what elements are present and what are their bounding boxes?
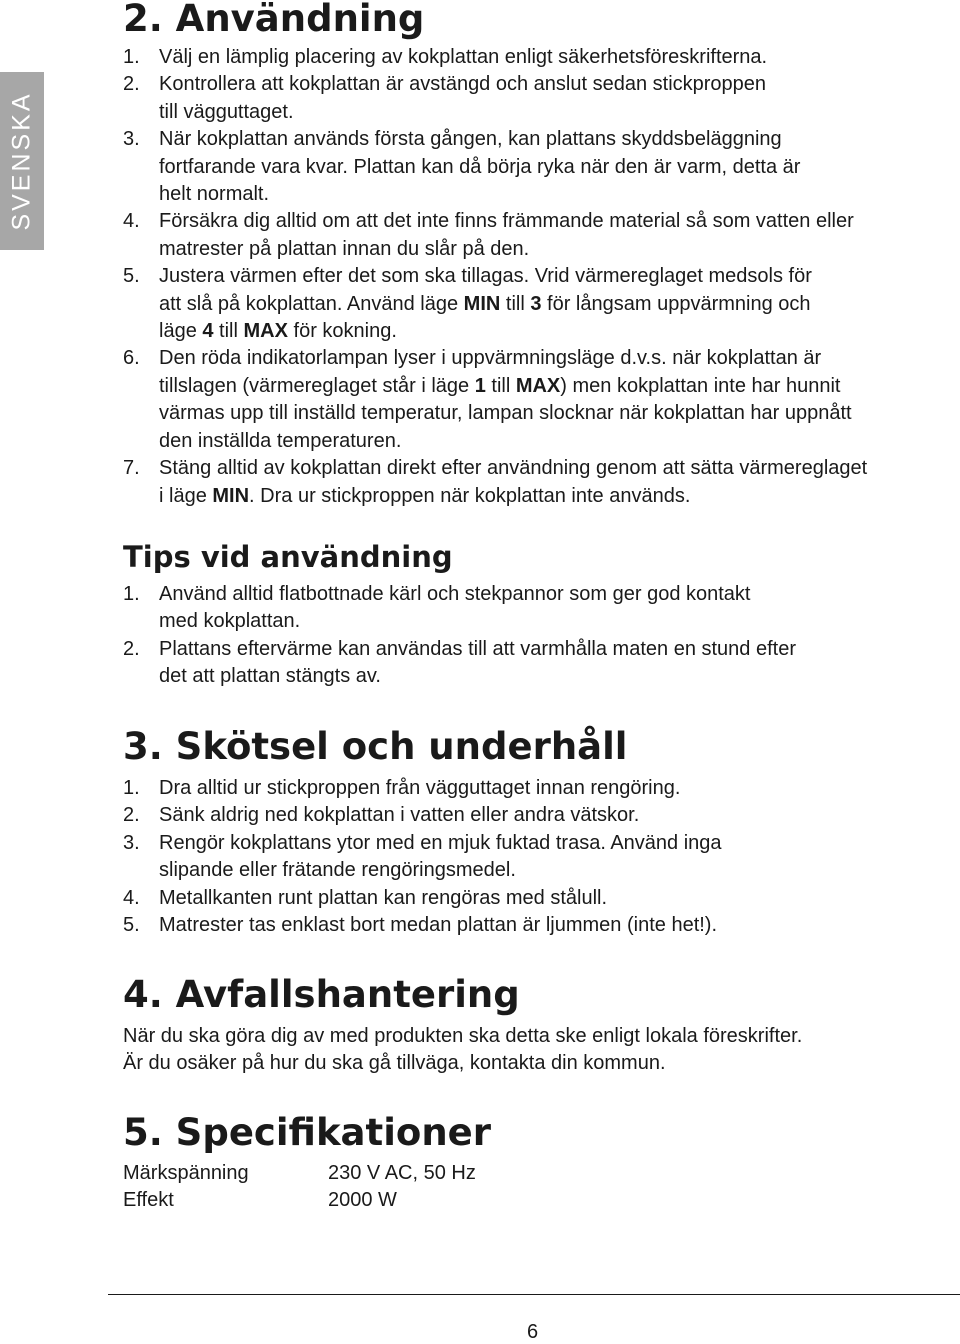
list-item-number: 2.: [123, 637, 140, 660]
section-title-anvandning: 2. Användning: [123, 0, 425, 40]
list-item-text: Rengör kokplattans ytor med en mjuk fuktad trasa. Använd inga slipande eller frätande rengöringsmedel.: [159, 831, 722, 882]
disposal-text: När du ska göra dig av med produkten ska detta ske enligt lokala föreskrifter. Är du osäker på hur du ska gå tillväga, kontakta din kommun.: [123, 1025, 803, 1075]
list-item-number: 1.: [123, 46, 140, 68]
spec-row: [123, 1160, 476, 1187]
section-title-skotsel: 3. Skötsel och underhåll: [123, 725, 628, 768]
list-item-text: Metallkanten runt plattan kan rengöras med stålull.: [159, 886, 608, 909]
list-item-text: Matrester tas enklast bort medan plattan är ljummen (inte het!).: [159, 914, 718, 937]
list-item-number: 7.: [123, 457, 140, 480]
list-item-text: Plattans eftervärme kan användas till att varmhålla maten en stund efter det att plattan stängts av.: [159, 637, 797, 688]
list-item: [123, 885, 722, 912]
section-title-tips: Tips vid användning: [123, 540, 453, 574]
list-item: [123, 44, 867, 71]
list-item-number: 2.: [123, 73, 140, 96]
list-item-text: Välj en lämplig placering av kokplattan enligt säkerhetsföreskrifterna.: [159, 46, 768, 68]
list-item-text: Dra alltid ur stickproppen från vägguttaget innan rengöring.: [159, 777, 681, 799]
list-item-number: 3.: [123, 831, 140, 854]
list-item-number: 5.: [123, 914, 140, 937]
list-item-number: 4.: [123, 886, 140, 909]
list-item: [123, 208, 867, 263]
list-item-text: Justera värmen efter det som ska tillagas. Vrid värmereglaget medsols för att slå på kokplattan. Använd läge MIN till 3 för långsam uppvärmning och läge 4 till MAX för kokning.: [159, 265, 812, 343]
list-item-number: 6.: [123, 347, 140, 370]
list-item-number: 3.: [123, 128, 140, 151]
list-item-text: Försäkra dig alltid om att det inte finns främmande material så som vatten eller matrester på plattan innan du slår på den.: [159, 210, 854, 260]
list-item: [123, 345, 867, 455]
language-label: SVENSKA: [7, 91, 36, 231]
language-tab: [0, 72, 44, 250]
list-item: [123, 455, 867, 510]
section-title-spec: 5. Specifikationer: [123, 1111, 491, 1154]
spec-label: Effekt: [123, 1189, 174, 1212]
section-title-avfall: 4. Avfallshantering: [123, 973, 520, 1016]
spec-row: [123, 1187, 476, 1214]
list-item-number: 1.: [123, 583, 140, 605]
list-item-number: 1.: [123, 777, 140, 799]
list-item-text: När kokplattan används första gången, kan plattans skyddsbeläggning fortfarande vara kvar. Plattan kan då börja ryka när den är varm, detta är helt normalt.: [159, 128, 801, 206]
usage-list: [123, 44, 867, 510]
tips-list: [123, 581, 796, 691]
spec-table: [123, 1160, 476, 1215]
spec-value: 230 V AC, 50 Hz: [328, 1162, 476, 1184]
list-item-text: Stäng alltid av kokplattan direkt efter användning genom att sätta värmereglaget i läge MIN. Dra ur stickproppen när kokplattan inte används.: [159, 457, 868, 507]
footer-divider: [108, 1294, 960, 1295]
list-item-number: 4.: [123, 210, 140, 233]
spec-value: 2000 W: [328, 1189, 397, 1212]
page-number: 6: [526, 1321, 539, 1343]
list-item-text: Sänk aldrig ned kokplattan i vatten eller andra vätskor.: [159, 804, 640, 827]
list-item-text: Den röda indikatorlampan lyser i uppvärmningsläge d.v.s. när kokplattan är tillslagen (värmereglaget står i läge 1 till MAX) men kokplattan inte har hunnit värmas upp till inställd temperatur, lampan slocknar när kokplattan har uppnått den inställda temperaturen.: [159, 347, 852, 452]
list-item: [123, 126, 867, 208]
list-item: [123, 636, 796, 691]
list-item-text: Kontrollera att kokplattan är avstängd och anslut sedan stickproppen till vägguttaget.: [159, 73, 767, 123]
list-item: [123, 581, 796, 636]
list-item: [123, 775, 722, 802]
list-item-text: Använd alltid flatbottnade kärl och stekpannor som ger god kontakt med kokplattan.: [159, 583, 751, 633]
list-item: [123, 912, 722, 939]
list-item-number: 5.: [123, 265, 140, 288]
list-item-number: 2.: [123, 804, 140, 827]
list-item: [123, 263, 867, 345]
care-list: [123, 775, 722, 939]
list-item: [123, 71, 867, 126]
list-item: [123, 830, 722, 885]
list-item: [123, 802, 722, 829]
spec-label: Märkspänning: [123, 1162, 249, 1184]
